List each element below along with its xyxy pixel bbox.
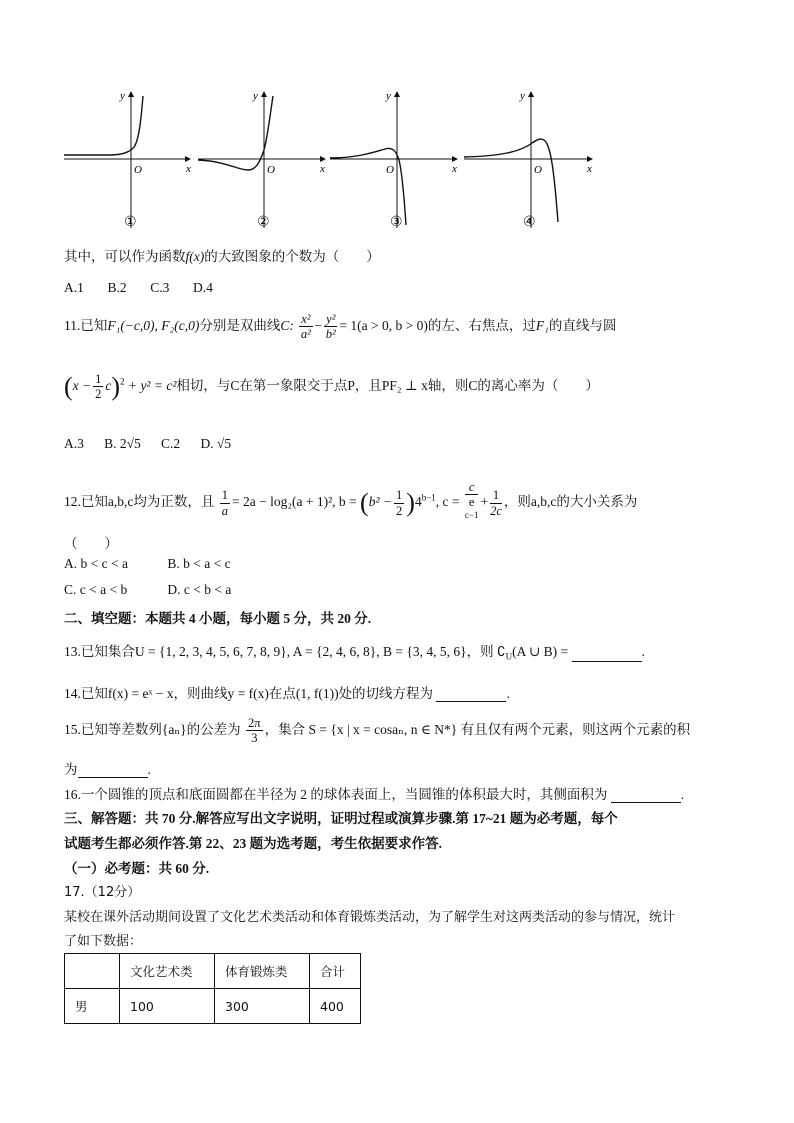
graph-3-origin: O [386,164,394,176]
q10-option-b: B.2 [107,280,127,295]
table-header-cell: 体育锻炼类 [215,954,310,989]
graph-4 [464,90,592,228]
q14-answer-blank[interactable] [436,687,506,702]
q12-options-row2 [64,582,231,598]
graph-2-y-label: y [253,90,258,102]
graph-2-origin: O [267,164,275,176]
graph-3-y-label: y [386,90,391,102]
graph-4-label: ④ [523,215,536,230]
q15-line1: 15.已知等差数列{aₙ}的公差为 $\frac{2\pi}{3}$ ，集合 S = {x | x = cosaₙ, n ∈ N*} 有且仅有两个元素，则这两个元素的积 [64,716,691,746]
q17-line1: 某校在课外活动期间设置了文化艺术类活动和体育锻炼类活动，为了解学生对这两类活动的参与情况，统计 [64,910,676,925]
q15-answer-blank[interactable] [78,763,148,778]
q11-option-d: D. √5 [200,436,232,451]
q12-option-d: D. c < b < a [167,582,232,597]
q10-option-d: D.4 [193,280,213,295]
graph-3 [330,90,457,228]
graph-2-x-label: x [320,163,325,175]
q12-option-b: B. b < a < c [167,556,231,571]
graph-4-origin: O [534,164,542,176]
q12-line1: 12.已知a,b,c均为正数，且 $\frac{1}{a}$ = 2a − log₂(a + 1)², b = (b² − $\frac{1}{2}$ )$4^{b-1}$, c = c e $^{c-1}$ + $\frac{1}{2c}$ ，则a,b,c的大小关系为 [64,480,638,520]
q16: 16.一个圆锥的顶点和底面圆都在半径为 2 的球体表面上，当圆锥的体积最大时，其侧面积为 . [64,787,685,802]
section-2-heading: 二、填空题：本题共 4 小题，每小题 5 分，共 20 分. [64,611,372,626]
q11-options [64,436,231,452]
graph-2 [198,90,325,228]
graph-4-y-label: y [520,90,525,102]
q16-answer-blank[interactable] [611,788,681,803]
q11-option-a: A.3 [64,436,84,451]
q17-head: 17.（12分） [64,885,141,900]
table-header-cell: 文化艺术类 [120,954,215,989]
section-3-heading-line2: 试题考生都必须作答.第 22、23 题为选考题，考生依据要求作答. [64,836,442,851]
table-cell: 400 [310,989,361,1024]
table-cell: 男 [65,989,120,1024]
graph-4-x-label: x [587,163,592,175]
q12-paren: （ ） [64,536,118,551]
graph-3-label: ③ [390,215,403,230]
q11-line1: 11.已知F₁(−c,0), F₂(c,0)分别是双曲线C: $\frac{\text{x²}}{\text{a²}}$ − $\frac{\text{y²}}{\text{b²}}$ = 1(a > 0, b > 0)的左、右焦点，过F₁的直线与圆 [64,312,617,342]
graph-2-label: ② [257,215,270,230]
graph-1-x-label: x [186,163,191,175]
q13-answer-blank[interactable] [572,647,642,662]
q11-line2: (x − $\frac{1}{2}$ c)$^2$ + y² = c²相切，与C在第一象限交于点P，且PF₂ ⊥ x轴，则C的离心率为（ ） [64,371,599,402]
graph-3-x-label: x [452,163,457,175]
q15-line2: 为 . [64,762,151,777]
q17-data-table [64,953,361,1024]
q14: 14.已知f(x) = eˣ − x，则曲线y = f(x)在点(1, f(1))处的切线方程为 . [64,686,510,701]
q17-line2: 了如下数据： [64,934,143,949]
table-header-cell [65,954,120,989]
table-cell: 300 [215,989,310,1024]
graph-1-origin: O [134,164,142,176]
q12-option-a: A. b < c < a [64,556,128,571]
table-cell: 100 [120,989,215,1024]
q13: 13.已知集合U = {1, 2, 3, 4, 5, 6, 7, 8, 9}, A = {2, 4, 6, 8}, B = {3, 4, 5, 6}，则 $∁_U(A$ ∪ B) = . [64,644,645,662]
graph-1-label: ① [124,215,137,230]
table-header-row [65,954,361,989]
subsection-required: （一）必考题：共 60 分. [64,861,210,876]
table-row [65,989,361,1024]
q11-option-b: B. 2√5 [104,436,141,451]
q10-option-a: A.1 [64,280,84,295]
q12-options-row1 [64,556,231,572]
table-header-cell: 合计 [310,954,361,989]
q10-options [64,280,213,296]
graph-1-y-label: y [120,90,125,102]
q10-stem: 其中，可以作为函数f(x)的大致图象的个数为（ ） [64,249,380,264]
graph-1 [64,90,191,228]
q11-option-c: C.2 [161,436,181,451]
q10-option-c: C.3 [150,280,170,295]
section-3-heading-line1: 三、解答题：共 70 分.解答应写出文字说明，证明过程或演算步骤.第 17~21 题为必考题，每个 [64,811,618,826]
q12-option-c: C. c < a < b [64,582,128,597]
